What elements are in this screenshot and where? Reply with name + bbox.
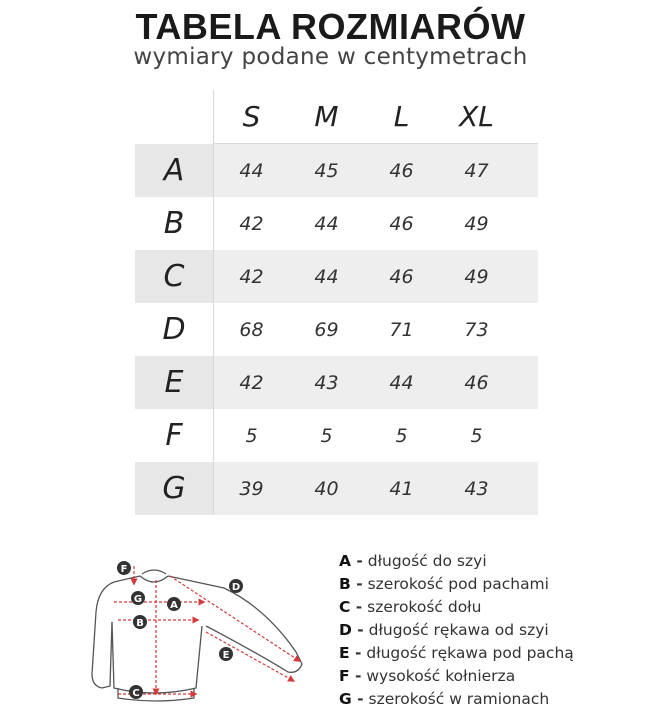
table-cell: 46 [364,197,439,250]
table-cell: 44 [289,197,364,250]
table-cell: 42 [214,250,290,303]
marker-b [133,615,147,629]
table-cell: 47 [439,144,514,198]
row-label-g: G [135,462,214,515]
page-title: TABELA ROZMIARÓW [135,6,526,47]
legend-item [339,550,574,573]
table-cell: 69 [289,303,364,356]
size-table [135,90,538,515]
legend-item [339,688,574,711]
legend-item [339,642,574,665]
measurement-lines [114,566,298,694]
legend-sep: - [351,552,363,570]
marker-c [129,685,143,699]
marker-a [167,597,181,611]
row-label-f: F [135,409,214,462]
table-row [135,356,538,409]
legend-text: długość rękawa od szyi [363,621,549,639]
legend-key: F [339,667,350,685]
table-pad [514,197,538,250]
row-label-e: E [135,356,214,409]
table-cell: 49 [439,197,514,250]
table-cell: 5 [289,409,364,462]
table-cell: 39 [214,462,290,515]
table-pad [514,303,538,356]
table-cell: 44 [364,356,439,409]
legend-text: wysokość kołnierza [361,667,516,685]
legend-text: szerokość dołu [362,598,482,616]
table-row [135,409,538,462]
legend-text: długość do szyi [362,552,487,570]
marker-f [117,561,131,575]
table-corner [135,90,214,144]
table-cell: 40 [289,462,364,515]
table-cell: 68 [214,303,290,356]
table-cell: 41 [364,462,439,515]
legend-sep: - [351,690,364,708]
legend-key: G [339,690,352,708]
legend-item [339,596,574,619]
marker-e [219,647,233,661]
table-cell: 49 [439,250,514,303]
legend-item [339,665,574,688]
legend-text: długość rękawa pod pachą [361,644,574,662]
table-cell: 43 [289,356,364,409]
size-header-s: S [214,90,290,144]
svg-text:D: D [231,582,241,593]
marker-g [131,591,145,605]
svg-text:B: B [136,618,144,629]
table-pad [514,90,538,144]
legend-sep: - [350,598,363,616]
size-header-xl: XL [439,90,514,144]
table-cell: 71 [364,303,439,356]
table-cell: 46 [364,144,439,198]
table-row [135,303,538,356]
table-cell: 42 [214,197,290,250]
legend-key: B [339,575,351,593]
legend-text: szerokość w ramionach [363,690,550,708]
row-label-c: C [135,250,214,303]
row-label-a: A [135,144,214,198]
table-cell: 46 [364,250,439,303]
table-cell: 46 [439,356,514,409]
legend-sep: - [351,621,364,639]
marker-d [229,579,243,593]
svg-text:A: A [170,600,178,611]
sweatshirt-diagram [84,552,309,712]
legend-key: A [339,552,351,570]
table-cell: 5 [364,409,439,462]
table-cell: 44 [289,250,364,303]
svg-text:F: F [120,564,128,575]
legend-item [339,619,574,642]
table-row [135,197,538,250]
table-cell: 42 [214,356,290,409]
table-row [135,462,538,515]
table-row [135,144,538,198]
page-subtitle: wymiary podane w centymetrach [133,44,528,70]
legend-key: C [339,598,351,616]
table-cell: 45 [289,144,364,198]
legend-sep: - [349,644,362,662]
size-header-m: M [289,90,364,144]
table-cell: 73 [439,303,514,356]
size-header-l: L [364,90,439,144]
table-cell: 5 [214,409,290,462]
table-pad [514,409,538,462]
svg-text:E: E [222,650,230,661]
legend-key: E [339,644,350,662]
table-pad [514,250,538,303]
legend-key: D [339,621,352,639]
row-label-b: B [135,197,214,250]
legend-text: szerokość pod pachami [362,575,549,593]
sweatshirt-outline [92,570,302,701]
svg-text:C: C [132,688,140,699]
legend-item [339,573,574,596]
table-cell: 44 [214,144,290,198]
table-pad [514,356,538,409]
legend-sep: - [349,667,362,685]
size-header-row [135,90,538,144]
table-pad [514,144,538,198]
svg-text:G: G [133,594,143,605]
table-cell: 5 [439,409,514,462]
measurement-legend [339,550,574,711]
row-label-d: D [135,303,214,356]
legend-sep: - [350,575,363,593]
table-row [135,250,538,303]
table-pad [514,462,538,515]
table-cell: 43 [439,462,514,515]
